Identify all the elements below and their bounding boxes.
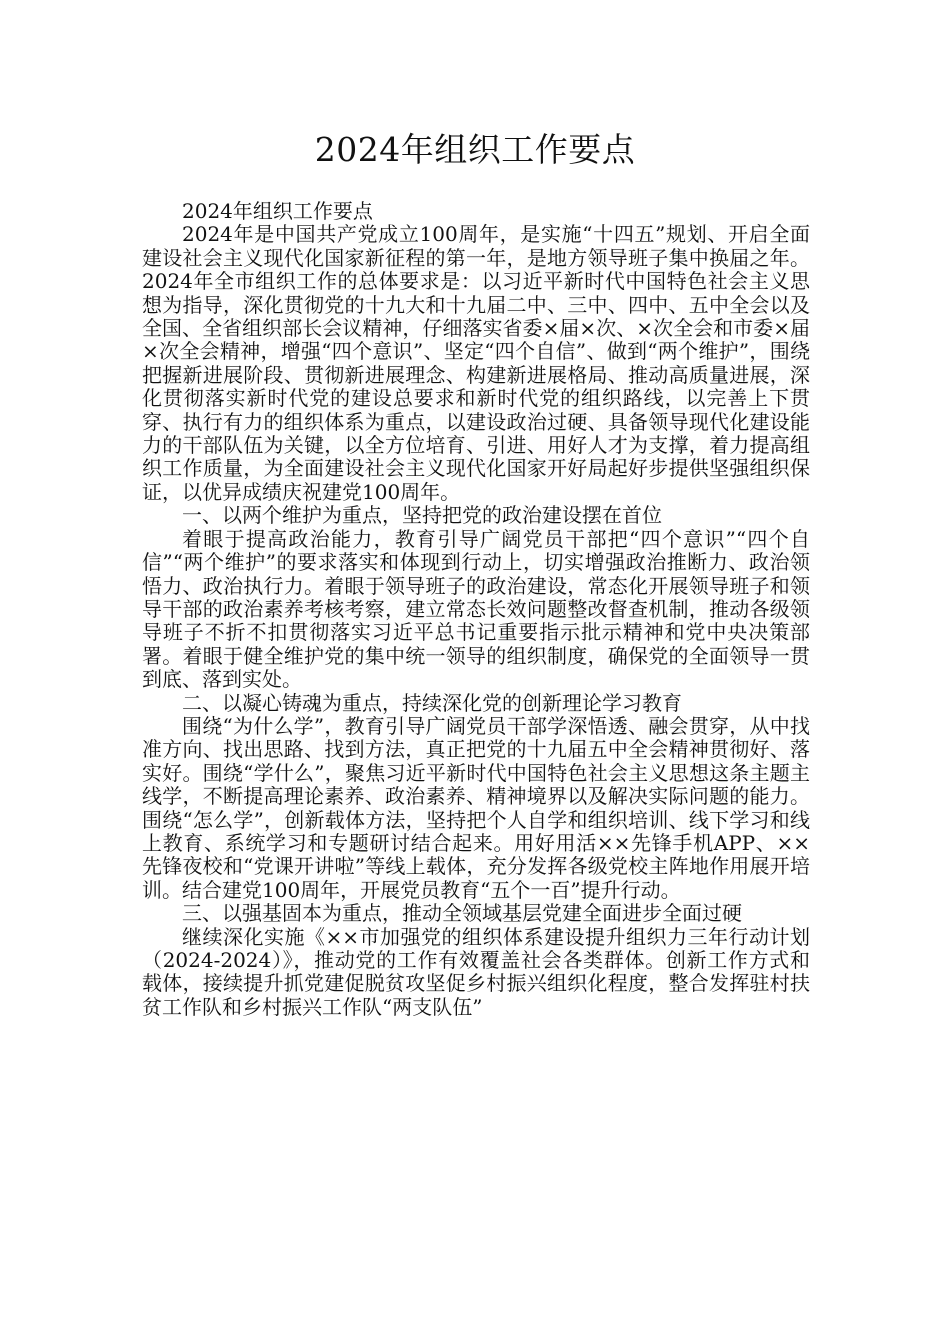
section-paragraph-3: 继续深化实施《××市加强党的组织体系建设提升组织力三年行动计划（2024-2024）》，推动党的工作有效覆盖社会各类群体。创新工作方式和载体，接续提升抓党建促脱贫攻坚促乡村振兴组织化程度，整合发挥驻村扶贫工作队和乡村振兴工作队“两支队伍”	[142, 924, 810, 1019]
document-body	[142, 200, 810, 1019]
section-heading-3: 三、以强基固本为重点，推动全领域基层党建全面进步全面过硬	[182, 901, 742, 926]
intro-paragraph: 2024年是中国共产党成立100周年，是实施“十四五”规划、开启全面建设社会主义现代化国家新征程的第一年，是地方领导班子集中换届之年。2024年全市组织工作的总体要求是：以习近平新时代中国特色社会主义思想为指导，深化贯彻党的十九大和十九届二中、三中、四中、五中全会以及全国、全省组织部长会议精神，仔细落实省委×届×次、×次全会和市委×届×次全会精神，增强“四个意识”、坚定“四个自信”、做到“两个维护”，围绕把握新进展阶段、贯彻新进展理念、构建新进展格局、推动高质量进展，深化贯彻落实新时代党的建设总要求和新时代党的组织路线，以完善上下贯穿、执行有力的组织体系为重点，以建设政治过硬、具备领导现代化建设能力的干部队伍为关键，以全方位培育、引进、用好人才为支撑，着力提高组织工作质量，为全面建设社会主义现代化国家开好局起好步提供坚强组织保证，以优异成绩庆祝建党100周年。	[142, 222, 810, 504]
subtitle-paragraph: 2024年组织工作要点	[182, 199, 373, 223]
document-title: 2024年组织工作要点	[314, 130, 636, 169]
section-heading-2: 二、以凝心铸魂为重点，持续深化党的创新理论学习教育	[182, 690, 682, 715]
section-heading-1: 一、以两个维护为重点，坚持把党的政治建设摆在首位	[182, 503, 662, 528]
section-paragraph-2: 围绕“为什么学”，教育引导广阔党员干部学深悟透、融会贯穿，从中找准方向、找出思路、找到方法，真正把党的十九届五中全会精神贯彻好、落实好。围绕“学什么”，聚焦习近平新时代中国特色社会主义思想这条主题主线学，不断提高理论素养、政治素养、精神境界以及解决实际问题的能力。围绕“怎么学”，创新载体方法，坚持把个人自学和组织培训、线下学习和线上教育、系统学习和专题研讨结合起来。用好用活××先锋手机APP、××先锋夜校和“党课开讲啦”等线上载体，充分发挥各级党校主阵地作用展开培训。结合建党100周年，开展党员教育“五个一百”提升行动。	[142, 713, 810, 902]
section-paragraph-1: 着眼于提高政治能力，教育引导广阔党员干部把“四个意识”“四个自信”“两个维护”的要求落实和体现到行动上，切实增强政治推断力、政治领悟力、政治执行力。着眼于领导班子的政治建设，常态化开展领导班子和领导干部的政治素养考核考察，建立常态长效问题整改督查机制，推动各级领导班子不折不扣贯彻落实习近平总书记重要指示批示精神和党中央决策部署。着眼于健全维护党的集中统一领导的组织制度，确保党的全面领导一贯到底、落到实处。	[142, 526, 810, 692]
